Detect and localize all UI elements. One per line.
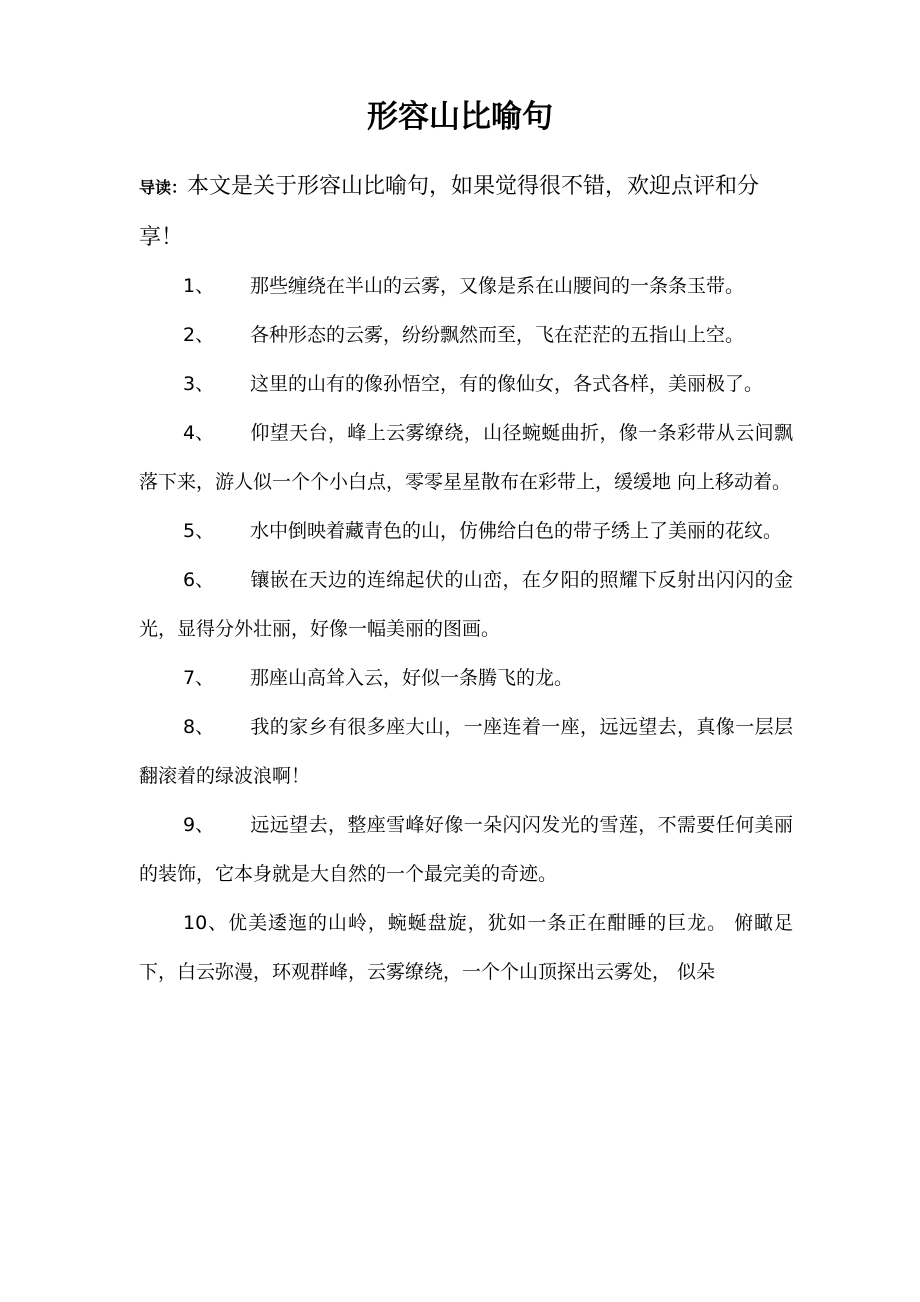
item-text: 镶嵌在天边的连绵起伏的山峦，在夕阳的照耀下反射出闪闪的金光，显得分外壮丽，好像一幅美丽的图画。: [139, 569, 793, 640]
item-number: 6、: [183, 569, 215, 591]
item-number: 8、: [183, 716, 215, 738]
item-number: 1、: [183, 275, 215, 297]
item-number: 10、: [183, 912, 229, 934]
item-number: 4、: [183, 422, 215, 444]
list-item: [139, 409, 793, 507]
list-item: [139, 556, 793, 654]
item-text: 远远望去，整座雪峰好像一朵闪闪发光的雪莲，不需要任何美丽的装饰，它本身就是大自然的一个最完美的奇迹。: [139, 814, 793, 885]
list-item: [139, 899, 793, 997]
item-text: 我的家乡有很多座大山，一座连着一座，远远望去，真像一层层翻滚着的绿波浪啊！: [139, 716, 793, 787]
item-number: 5、: [183, 520, 215, 542]
intro-text: 本文是关于形容山比喻句，如果觉得很不错，欢迎点评和分享！: [139, 174, 760, 250]
item-number: 7、: [183, 667, 215, 689]
item-number: 9、: [183, 814, 215, 836]
list-item: [139, 360, 793, 409]
list-item: [139, 703, 793, 801]
item-number: 3、: [183, 373, 215, 395]
list-item: [139, 507, 793, 556]
page-title: 形容山比喻句: [367, 99, 553, 135]
simile-list: [139, 262, 793, 997]
list-item: [139, 654, 793, 703]
list-item: [139, 311, 793, 360]
list-item: [139, 262, 793, 311]
item-text: 那座山高耸入云，好似一条腾飞的龙。: [250, 667, 574, 689]
item-number: 2、: [183, 324, 215, 346]
item-text: 优美逶迤的山岭，蜿蜒盘旋，犹如一条正在酣睡的巨龙。 俯瞰足下，白云弥漫，环观群峰，云雾缭绕，一个个山顶探出云雾处， 似朵: [139, 912, 793, 983]
item-text: 那些缠绕在半山的云雾，又像是系在山腰间的一条条玉带。: [250, 275, 745, 297]
item-text: 各种形态的云雾，纷纷飘然而至，飞在茫茫的五指山上空。: [250, 324, 745, 346]
intro-label: 导读：: [139, 178, 188, 197]
item-text: 仰望天台，峰上云雾缭绕，山径蜿蜒曲折，像一条彩带从云间飘落下来，游人似一个个小白点，零零星星散布在彩带上，缓缓地 向上移动着。: [139, 422, 793, 493]
item-text: 水中倒映着藏青色的山，仿佛给白色的带子绣上了美丽的花纹。: [250, 520, 783, 542]
list-item: [139, 801, 793, 899]
intro-paragraph: [139, 162, 789, 263]
item-text: 这里的山有的像孙悟空，有的像仙女，各式各样，美丽极了。: [250, 373, 764, 395]
